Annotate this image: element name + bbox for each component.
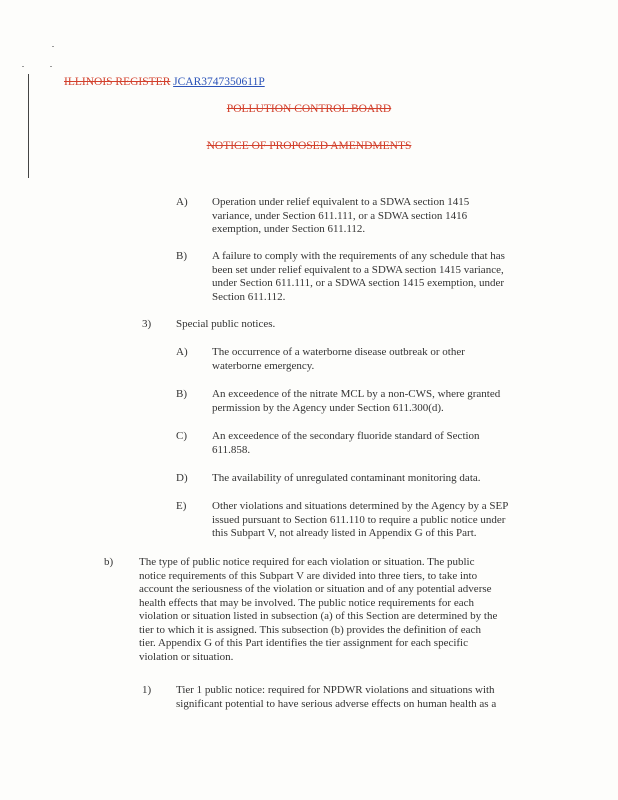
text-line: violation or situation listed in subsection (a) of this Section are determined by the xyxy=(139,610,498,622)
list-item-text xyxy=(212,346,465,373)
text-line: A failure to comply with the requirements of any schedule that has xyxy=(212,250,505,262)
item-label: A) xyxy=(176,196,188,208)
text-line: The occurrence of a waterborne disease outbreak or other xyxy=(212,346,465,358)
revision-margin-bar xyxy=(28,74,29,178)
text-line: health effects that may be involved. The public notice requirements for each xyxy=(139,596,474,609)
text-line: under Section 611.111, or a SDWA section 1415 exemption, under xyxy=(212,277,505,289)
item-label: D) xyxy=(176,472,188,484)
text-line: An exceedence of the secondary fluoride standard of Section xyxy=(212,430,480,442)
text-line: The availability of unregulated contaminant monitoring data. xyxy=(212,472,481,484)
text-line: waterborne emergency. xyxy=(212,359,315,372)
list-item-text xyxy=(212,472,481,486)
item-label: 3) xyxy=(142,318,152,330)
item-label: B) xyxy=(176,388,187,400)
list-item-text xyxy=(176,318,275,332)
scan-speck xyxy=(50,66,52,67)
item-label: E) xyxy=(176,500,187,512)
text-line: variance, under Section 611.111, or a SDWA section 1416 xyxy=(212,209,468,222)
list-item-text xyxy=(176,684,496,711)
scan-speck xyxy=(52,46,54,47)
text-line: The type of public notice required for each violation or situation. The public xyxy=(139,556,475,568)
text-line: issued pursuant to Section 611.110 to require a public notice under xyxy=(212,513,506,526)
text-line: notice requirements of this Subpart V are divided into three tiers, to take into xyxy=(139,569,478,582)
notice-title: NOTICE OF PROPOSED AMENDMENTS xyxy=(206,140,412,152)
list-item-text xyxy=(212,430,480,457)
board-title: POLLUTION CONTROL BOARD xyxy=(226,103,392,115)
jcar-code-link[interactable]: JCAR3747350611P xyxy=(173,76,265,88)
text-line: violation or situation. xyxy=(139,650,234,663)
scan-speck xyxy=(22,66,24,67)
item-label: B) xyxy=(176,250,187,262)
text-line: this Subpart V, not already listed in Appendix G of this Part. xyxy=(212,527,477,539)
item-label: b) xyxy=(104,556,114,568)
text-line: Section 611.112. xyxy=(212,290,286,303)
text-line: Other violations and situations determined by the Agency by a SEP xyxy=(212,500,509,512)
list-item-text xyxy=(139,556,497,664)
text-line: Operation under relief equivalent to a SDWA section 1415 xyxy=(212,196,470,208)
register-title: ILLINOIS REGISTER xyxy=(64,76,171,88)
text-line: tier to which it is assigned. This subsection (b) provides the definition of each xyxy=(139,623,481,636)
item-label: A) xyxy=(176,346,188,358)
list-item-text xyxy=(212,250,505,304)
list-item-text xyxy=(212,500,508,541)
text-line: account the seriousness of the violation or situation and of any potential adverse xyxy=(139,583,492,595)
text-line: significant potential to have serious adverse effects on human health as a xyxy=(176,697,497,710)
text-line: permission by the Agency under Section 611.300(d). xyxy=(212,401,444,414)
list-item-text xyxy=(212,388,500,415)
item-label: 1) xyxy=(142,684,152,696)
text-line: been set under relief equivalent to a SDWA section 1415 variance, xyxy=(212,263,504,276)
text-line: 611.858. xyxy=(212,443,251,456)
text-line: An exceedence of the nitrate MCL by a non-CWS, where granted xyxy=(212,388,501,400)
item-label: C) xyxy=(176,430,187,442)
register-header xyxy=(64,76,265,90)
list-item-text xyxy=(212,196,469,237)
text-line: tier. Appendix G of this Part identifies the tier assignment for each specific xyxy=(139,637,468,649)
text-line: exemption, under Section 611.112. xyxy=(212,223,366,235)
text-line: Tier 1 public notice: required for NPDWR violations and situations with xyxy=(176,684,495,696)
text-line: Special public notices. xyxy=(176,318,276,330)
